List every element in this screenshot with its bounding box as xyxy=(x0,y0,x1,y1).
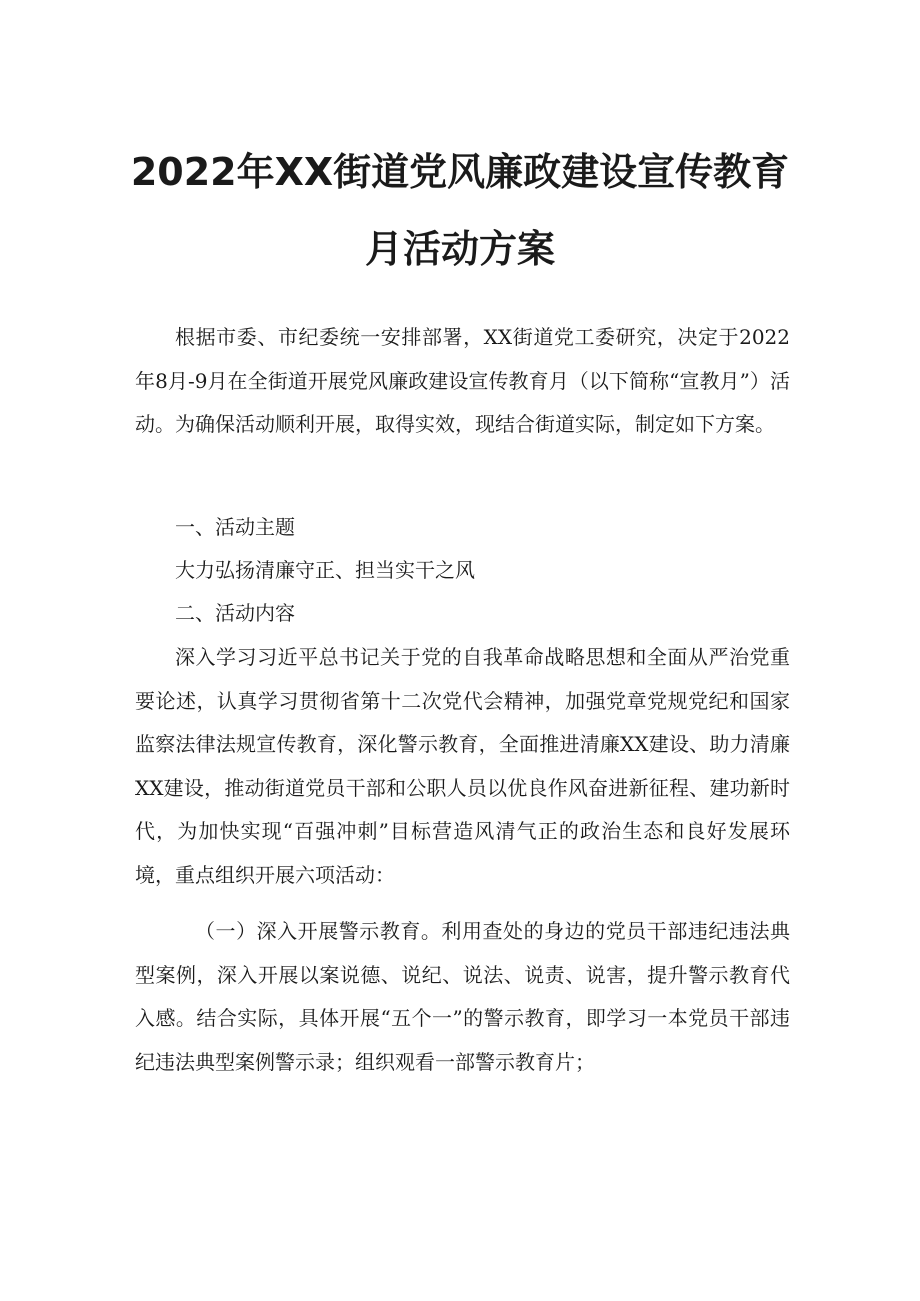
theme-paragraph: 大力弘扬清廉守正、担当实干之风 xyxy=(175,558,475,582)
document-title-line-1: 2022年XX街道党风廉政建设宣传教育 xyxy=(130,150,790,194)
section-heading-theme: 一、活动主题 xyxy=(175,515,295,539)
item-1-paragraph: （一）深入开展警示教育。利用查处的身边的党员干部违纪违法典型案例，深入开展以案说德、说纪、说法、说责、说害，提升警示教育代入感。结合实际，具体开展“五个一”的警示教育，即学习一本党员干部违纪违法典型案例警示录；组织观看一部警示教育片； xyxy=(135,919,790,1074)
content-paragraph: 深入学习习近平总书记关于党的自我革命战略思想和全面从严治党重要论述，认真学习贯彻省第十二次党代会精神，加强党章党规党纪和国家监察法律法规宣传教育，深化警示教育，全面推进清廉XX建设、助力清廉XX建设，推动街道党员干部和公职人员以优良作风奋进新征程、建功新时代，为加快实现“百强冲刺”目标营造风清气正的政治生态和良好发展环境，重点组织开展六项活动： xyxy=(135,645,790,887)
section-heading-content: 二、活动内容 xyxy=(175,601,295,625)
document-title-line-2: 月活动方案 xyxy=(364,227,555,271)
intro-paragraph: 根据市委、市纪委统一安排部署，XX街道党工委研究，决定于2022年8月-9月在全街道开展党风廉政建设宣传教育月（以下简称“宣教月”）活动。为确保活动顺利开展，取得实效，现结合街道实际，制定如下方案。 xyxy=(135,325,790,436)
